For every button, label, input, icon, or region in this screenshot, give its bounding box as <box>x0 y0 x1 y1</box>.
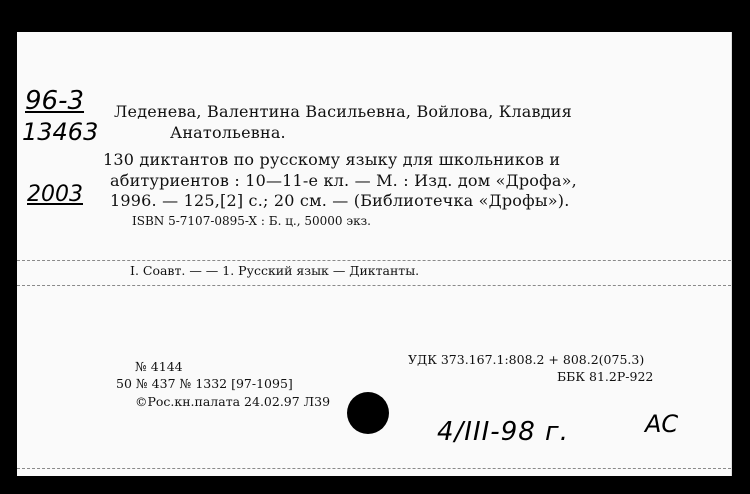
publisher-stamp-line: ©Рос.кн.палата 24.02.97 Л39 <box>135 394 331 409</box>
udc-classification: УДК 373.167.1:808.2 + 808.2(075.3) <box>408 352 645 367</box>
handwritten-date: 4/III-98 г. <box>437 417 569 447</box>
title-line-2: абитуриентов : 10—11-е кл. — М. : Изд. дом «Дрофа», <box>110 171 577 190</box>
call-number-top: 96-3 <box>25 86 85 116</box>
author-line-1: Леденева, Валентина Васильевна, Войлова, Клавдия <box>114 102 572 121</box>
bbk-classification: ББК 81.2Р-922 <box>557 369 654 384</box>
order-line: 50 № 437 № 1332 [97-1095] <box>116 376 293 391</box>
subject-tracings: I. Соавт. — — 1. Русский язык — Диктанты. <box>130 263 420 278</box>
punch-hole <box>347 392 389 434</box>
title-line-3: 1996. — 125,[2] с.; 20 см. — (Библиотечка «Дрофы»). <box>110 191 570 210</box>
catalog-card <box>17 32 732 476</box>
divider-2 <box>17 285 731 286</box>
divider-bottom <box>17 468 731 469</box>
handwritten-initials: АС <box>645 410 679 438</box>
author-line-2: Анатольевна. <box>170 123 286 142</box>
call-number-bottom: 13463 <box>22 118 99 146</box>
handwritten-note-left: 2003 <box>27 182 83 207</box>
title-line-1: 130 диктантов по русскому языку для школьников и <box>103 150 561 169</box>
record-number: № 4144 <box>135 359 183 374</box>
isbn-line: ISBN 5-7107-0895-X : Б. ц., 50000 экз. <box>132 214 371 228</box>
divider-1 <box>17 260 731 261</box>
